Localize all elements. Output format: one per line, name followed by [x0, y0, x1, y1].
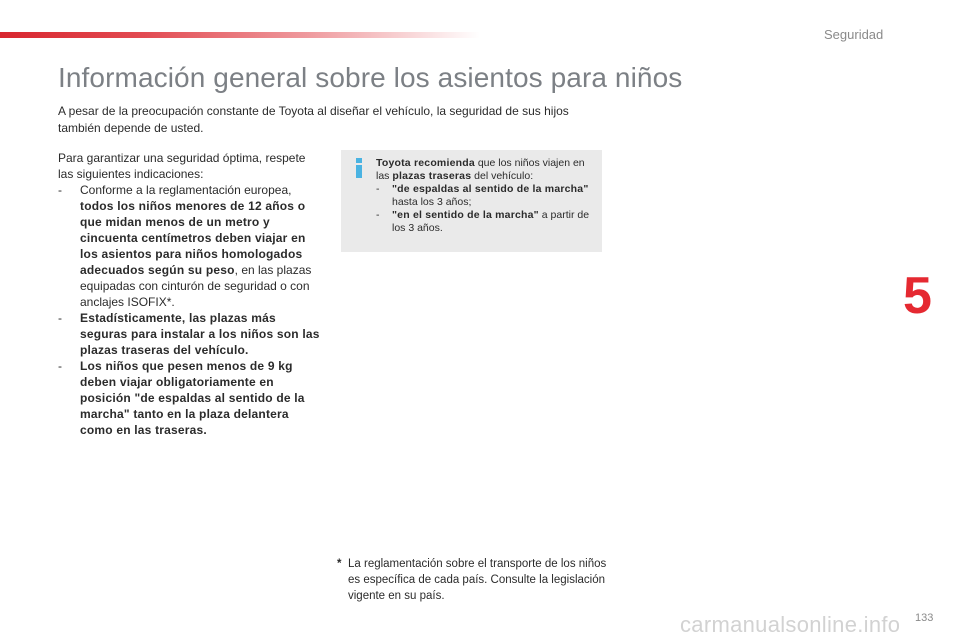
bullet-dash: - — [376, 209, 380, 221]
header-accent-bar — [0, 32, 480, 38]
intro-paragraph: A pesar de la preocupación constante de Toyota al diseñar el vehículo, la seguridad de sus hijos también depende de usted. — [58, 104, 569, 135]
page-number: 133 — [915, 612, 934, 624]
info-bullet-text — [392, 183, 598, 209]
bullet-text-bold: Estadísticamente, las plazas más seguras para instalar a los niños son las plazas traseras del vehículo. — [80, 311, 320, 357]
main-instructions — [58, 150, 320, 438]
info-text-normal: que los niños viajen en las — [376, 157, 585, 182]
bullet-dash: - — [376, 183, 380, 195]
info-bullet-bold: "de espaldas al sentido de la marcha" — [392, 183, 589, 195]
info-brand: Toyota recomienda — [376, 157, 475, 169]
bullet-item — [58, 310, 320, 358]
info-lead — [376, 157, 598, 183]
instructions-lead: Para garantizar una seguridad óptima, respete las siguientes indicaciones: — [58, 151, 306, 181]
info-bullet — [376, 183, 598, 209]
info-text — [376, 157, 598, 235]
bullet-dash: - — [58, 359, 62, 373]
bullet-dash: - — [58, 183, 62, 197]
page-title: Información general sobre los asientos para niños — [58, 62, 683, 93]
chapter-number: 5 — [903, 267, 932, 325]
bullet-text-normal: , en las plazas equipadas con cinturón de seguridad o con anclajes ISOFIX*. — [80, 263, 312, 309]
section-label: Seguridad — [824, 27, 884, 42]
bullet-text-bold: todos los niños menores de 12 años o que midan menos de un metro y cincuenta centímetros deben viajar en los asientos para niños homologados adecuados según su peso — [80, 199, 306, 277]
bullet-item — [58, 358, 320, 438]
bullet-text-bold: Los niños que pesen menos de 9 kg deben viajar obligatoriamente en posición "de espaldas al sentido de la marcha" tanto en la plaza delantera como en las traseras. — [80, 359, 305, 437]
footnote-text: La reglamentación sobre el transporte de los niños es específica de cada país. Consulte la legislación vigente en su país. — [348, 558, 607, 602]
footnote-marker: * — [337, 558, 342, 570]
info-bullet-normal: a partir de los 3 años. — [392, 209, 590, 234]
watermark: carmanualsonline.info — [680, 612, 901, 637]
info-icon — [353, 158, 365, 178]
bullet-text — [80, 182, 320, 310]
info-text-bold: plazas traseras — [392, 170, 472, 182]
info-box — [341, 150, 602, 252]
bullet-item — [58, 182, 320, 310]
info-bullet — [376, 209, 598, 235]
info-bullet-normal: hasta los 3 años; — [392, 196, 472, 208]
bullet-text-normal: Conforme a la reglamentación europea, — [80, 183, 292, 197]
info-bullet-bold: "en el sentido de la marcha" — [392, 209, 539, 221]
info-bullet-text — [392, 209, 598, 235]
bullet-dash: - — [58, 311, 62, 325]
info-text-normal: del vehículo: — [471, 170, 534, 182]
footnote — [337, 556, 607, 604]
